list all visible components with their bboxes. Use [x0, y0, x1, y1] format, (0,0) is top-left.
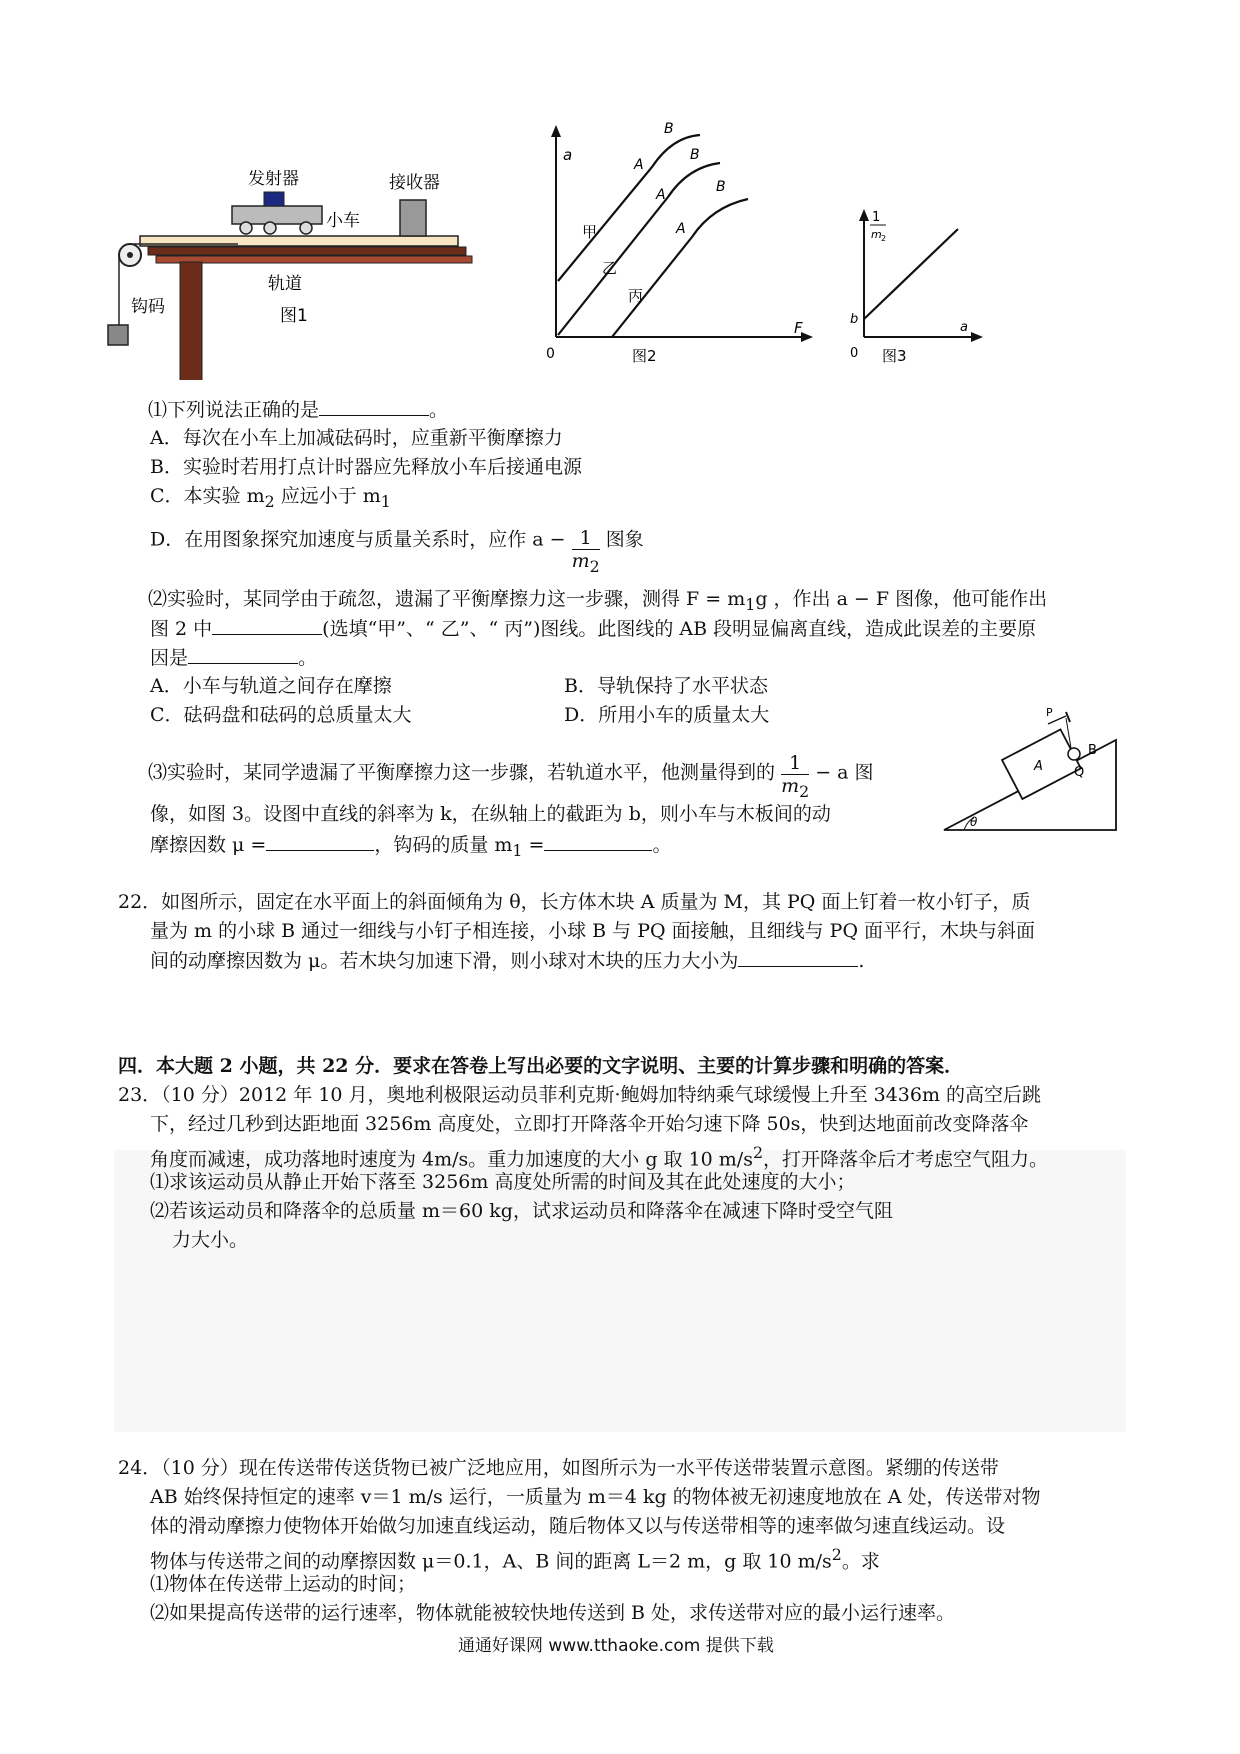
- label-Q: Q: [1074, 765, 1085, 780]
- q22-line2: 量为 m 的小球 B 通过一细线与小钉子相连接，小球 B 与 PQ 面接触，且细线与 PQ 面平行，木块与斜面: [150, 920, 1036, 942]
- axis-label-a: a: [563, 146, 573, 164]
- q21-option-C: C．本实验 $m_2$ 应远小于 $m_1$: [150, 485, 391, 511]
- answer-blank[interactable]: [319, 395, 429, 416]
- label-weight: 钩码: [131, 297, 165, 317]
- label-P: P: [1046, 706, 1053, 719]
- fraction: $\frac{1}{m_2}$: [571, 527, 600, 576]
- label-B: B: [1088, 743, 1097, 758]
- answer-blank[interactable]: [188, 643, 298, 664]
- q24-line2: AB 始终保持恒定的速率 v＝1 m/s 运行，一质量为 m＝4 kg 的物体被无初速度地放在 A 处，传送带对物: [150, 1486, 1041, 1508]
- line-label-jia: 甲: [582, 223, 598, 241]
- label-track: 轨道: [268, 274, 302, 294]
- figure-1: [100, 170, 540, 380]
- point-label-A1: A: [634, 157, 644, 173]
- q24-line4: 物体与传送带之间的动摩擦因数 μ＝0.1，A、B 间的距离 L＝2 m，g 取 10 $m/s^2$。求: [150, 1545, 880, 1573]
- q21-part2-line2: 图 2 中 (选填“甲”、“ 乙”、“ 丙”)图线。此图线的 AB 段明显偏离直线，造成此误差的主要原: [150, 614, 1036, 643]
- answer-blank[interactable]: [266, 830, 374, 851]
- axis-label-F: F: [794, 319, 803, 337]
- figure-3-chart: [840, 205, 990, 370]
- point-label-B3: B: [716, 179, 726, 195]
- intercept-label-b: b: [850, 312, 859, 327]
- label-receiver: 接收器: [389, 173, 440, 193]
- q24-part1: ⑴物体在传送带上运动的时间；: [150, 1573, 417, 1595]
- point-label-B2: B: [690, 147, 700, 163]
- incline-drawing: [940, 696, 1120, 832]
- figure-2: [540, 115, 830, 370]
- q22-line3: 间的动摩擦因数为 μ。若木块匀加速下滑，则小球对木块的压力大小为 .: [150, 946, 864, 975]
- origin-label: 0: [546, 346, 555, 362]
- label-theta: θ: [970, 815, 978, 829]
- q21-option-A: A．每次在小车上加减砝码时，应重新平衡摩擦力: [150, 427, 563, 449]
- point-label-A2: A: [656, 187, 666, 203]
- q21-part2-option-B: B．导轨保持了水平状态: [564, 675, 768, 697]
- point-label-B1: B: [664, 121, 674, 137]
- figure-incline: [940, 696, 1120, 832]
- q23-line1: 23．（10 分）2012 年 10 月，奥地利极限运动员菲利克斯·鲍姆加特纳乘气球缓慢上升至 3436m 的高空后跳: [118, 1084, 1042, 1106]
- x-label-a: a: [960, 320, 968, 335]
- q24-line3: 体的滑动摩擦力使物体开始做匀加速直线运动，随后物体又以与传送带相等的速率做匀速直线运动。设: [150, 1515, 1006, 1537]
- q21-part3-line3: 摩擦因数 μ = ，钩码的质量 $m_1$ = 。: [150, 830, 671, 865]
- line-label-bing: 丙: [628, 287, 644, 305]
- section-heading: 四．本大题 2 小题，共 22 分．要求在答卷上写出必要的文字说明、主要的计算步骤和明确的答案．: [118, 1055, 964, 1077]
- q24-line1: 24．（10 分）现在传送带传送货物已被广泛地应用，如图所示为一水平传送带装置示意图。紧绷的传送带: [118, 1457, 999, 1479]
- label-cart: 小车: [326, 211, 360, 231]
- q21-part2-option-C: C．砝码盘和砝码的总质量太大: [150, 704, 412, 726]
- caption-figure-2: 图2: [632, 347, 657, 365]
- q21-part2-line3: 因是 。: [150, 643, 317, 672]
- q21-option-D: D．在用图象探究加速度与质量关系时，应作 a − $\frac{1}{m_2}$ 图象: [150, 527, 644, 576]
- answer-blank[interactable]: [544, 830, 652, 851]
- label-transmitter: 发射器: [248, 170, 299, 189]
- q21-part2-line1: ⑵实验时，某同学由于疏忽，遗漏了平衡摩擦力这一步骤，测得 $F = m_1g$ ，作出 a − F 图像，他可能作出: [148, 588, 1048, 614]
- origin-label: 0: [850, 346, 859, 361]
- answer-blank[interactable]: [738, 946, 858, 967]
- fraction: $\frac{1}{m_2}$: [781, 752, 810, 801]
- line-label-yi: 乙: [602, 259, 618, 277]
- q23-line3: 角度而减速，成功落地时速度为 4m/s。重力加速度的大小 g 取 10 $m/s^2$，打开降落伞后才考虑空气阻力。: [150, 1143, 1049, 1171]
- y-label-sub: 2: [881, 234, 887, 243]
- q21-part1-stem: ⑴下列说法正确的是 。: [148, 395, 448, 424]
- label-A: A: [1034, 759, 1043, 774]
- answer-blank[interactable]: [212, 614, 322, 635]
- q23-line2: 下，经过几秒到达距地面 3256m 高度处，立即打开降落伞开始匀速下降 50s，快到达地面前改变降落伞: [150, 1113, 1029, 1135]
- point-label-A3: A: [676, 221, 686, 237]
- q21-part3-line1: ⑶实验时，某同学遗漏了平衡摩擦力这一步骤，若轨道水平，他测量得到的 $\frac{1}{m_2}$ − a 图: [148, 752, 874, 801]
- caption-figure-3: 图3: [882, 347, 907, 365]
- q21-part2-option-D: D．所用小车的质量太大: [564, 704, 770, 726]
- figure-3: [840, 205, 990, 370]
- y-label-den: m: [871, 228, 882, 241]
- caption-figure-1: 图1: [280, 306, 308, 326]
- figure-1-drawing: [100, 170, 540, 380]
- q23-part2-line1: ⑵若该运动员和降落伞的总质量 m＝60 kg，试求运动员和降落伞在减速下降时受空气阻: [150, 1200, 893, 1222]
- footer-text: 通通好课网 www.tthaoke.com 提供下载: [458, 1636, 774, 1656]
- q21-option-B: B．实验时若用打点计时器应先释放小车后接通电源: [150, 456, 582, 478]
- y-label-num: 1: [872, 210, 881, 225]
- q24-part2: ⑵如果提高传送带的运行速率，物体就能被较快地传送到 B 处，求传送带对应的最小运行速率。: [150, 1602, 956, 1624]
- q23-part1: ⑴求该运动员从静止开始下落至 3256m 高度处所需的时间及其在此处速度的大小；: [150, 1171, 856, 1193]
- q21-part2-option-A: A．小车与轨道之间存在摩擦: [150, 675, 392, 697]
- q22-line1: 22．如图所示，固定在水平面上的斜面倾角为 θ，长方体木块 A 质量为 M，其 PQ 面上钉着一枚小钉子，质: [118, 891, 1031, 913]
- figure-2-chart: [540, 115, 830, 370]
- q21-part3-line2: 像，如图 3。设图中直线的斜率为 k，在纵轴上的截距为 b，则小车与木板间的动: [150, 803, 831, 825]
- q23-part2-line2: 力大小。: [172, 1229, 249, 1251]
